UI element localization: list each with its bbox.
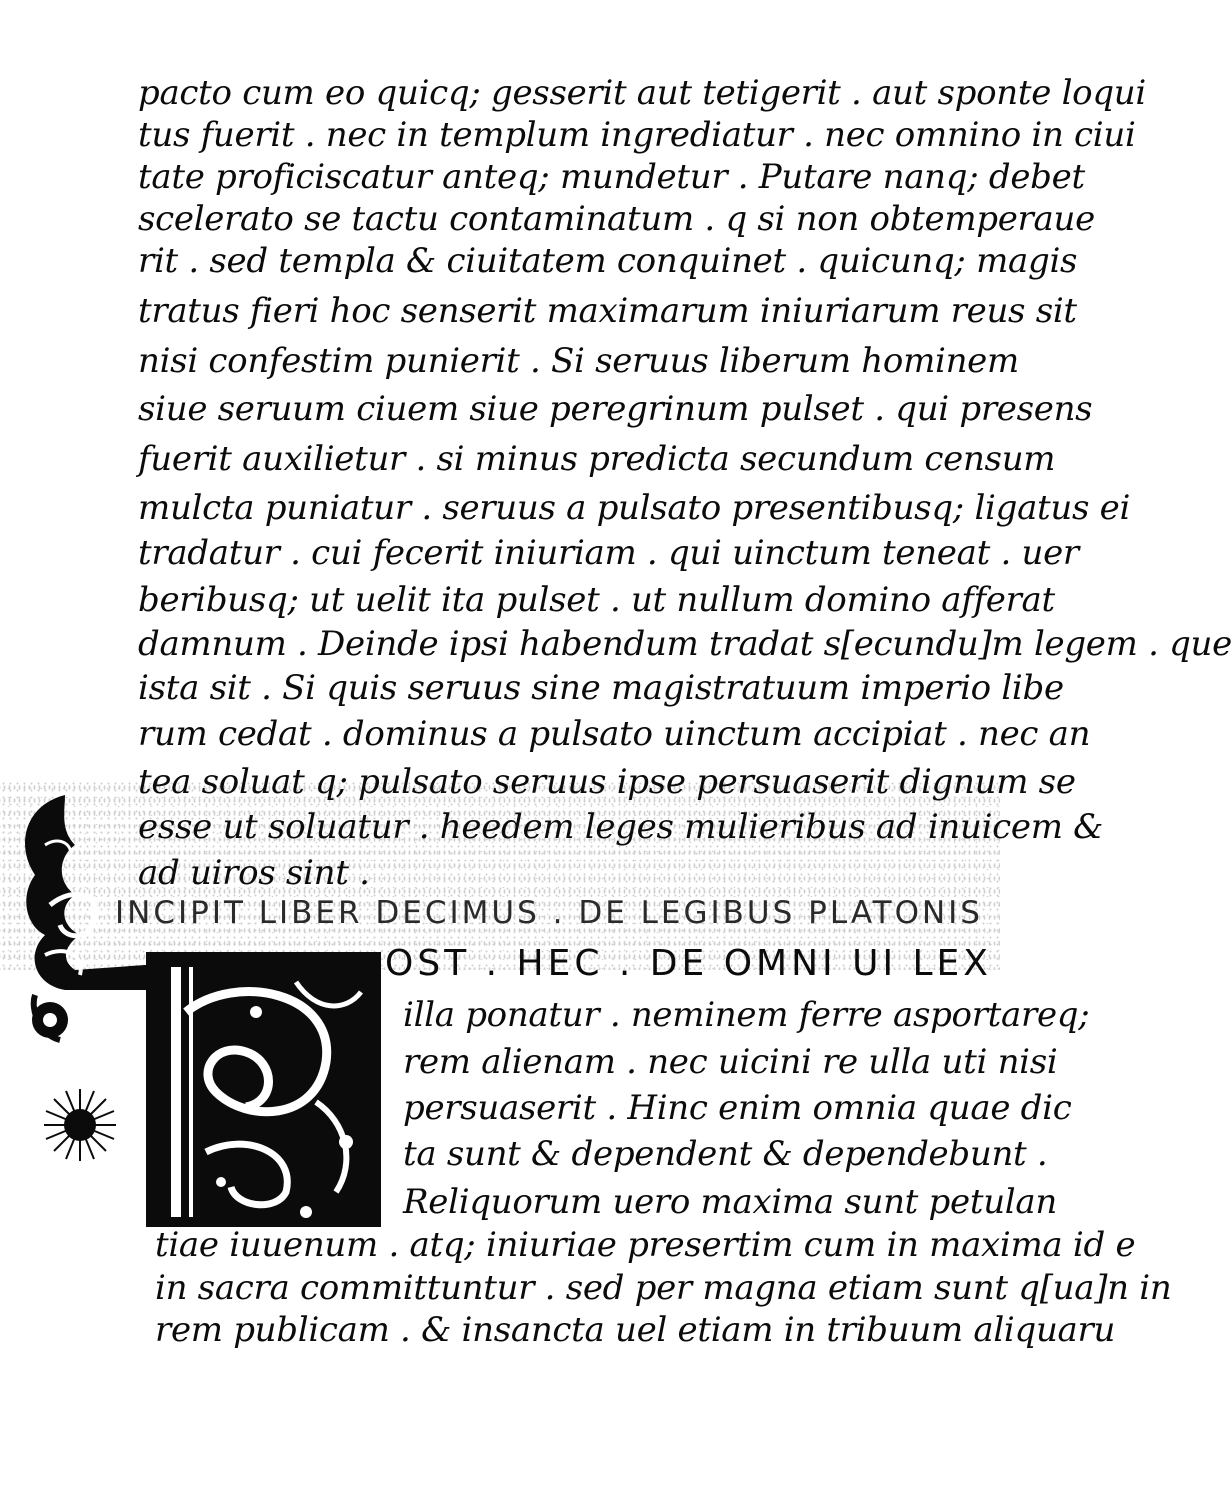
text-line: tate proficiscatur anteq; mundetur . Putare nanq; debet — [138, 157, 1085, 197]
text-line: tiae iuuenum . atq; iniuriae presertim cum in maxima id e — [155, 1225, 1136, 1265]
text-line: tus fuerit . nec in templum ingrediatur . nec omnino in ciui — [138, 115, 1136, 155]
decorated-initial-p — [146, 952, 381, 1227]
text-line: siue seruum ciuem siue peregrinum pulset . qui presens — [138, 389, 1093, 429]
text-line: persuaserit . Hinc enim omnia quae dic — [403, 1088, 1072, 1128]
book-rubric: INCIPIT LIBER DECIMUS . DE LEGIBUS PLATONIS — [115, 895, 983, 931]
text-line: ad uiros sint . — [138, 853, 370, 893]
text-line: ista sit . Si quis seruus sine magistratuum imperio libe — [138, 668, 1064, 708]
interlace-initial-icon — [146, 952, 381, 1227]
text-line: scelerato se tactu contaminatum . q si non obtemperaue — [138, 199, 1095, 239]
text-line: rum cedat . dominus a pulsato uinctum accipiat . nec an — [138, 714, 1091, 754]
text-line: tratus fieri hoc senserit maximarum iniuriarum reus sit — [138, 291, 1077, 331]
text-line: Reliquorum uero maxima sunt petulan — [403, 1182, 1057, 1222]
book-rubric-continuation: OST . HEC . DE OMNI UI LEX — [385, 943, 992, 984]
text-line: mulcta puniatur . seruus a pulsato presentibusq; ligatus ei — [138, 488, 1131, 528]
sunburst-icon — [40, 1085, 120, 1165]
text-line: tradatur . cui fecerit iniuriam . qui uinctum teneat . uer — [138, 533, 1079, 573]
text-line: rit . sed templa & ciuitatem conquinet . quicunq; magis — [138, 241, 1078, 281]
text-line: rem alienam . nec uicini re ulla uti nisi — [403, 1042, 1058, 1082]
text-line: fuerit auxilietur . si minus predicta secundum censum — [138, 439, 1056, 479]
text-line: pacto cum eo quicq; gesserit aut tetigerit . aut sponte loqui — [138, 73, 1146, 113]
text-line: tea soluat q; pulsato seruus ipse persuaserit dignum se — [138, 762, 1076, 802]
text-line: nisi confestim punierit . Si seruus liberum hominem — [138, 341, 1019, 381]
text-line: in sacra committuntur . sed per magna etiam sunt q[ua]n in — [155, 1268, 1172, 1308]
text-line: rem publicam . & insancta uel etiam in tribuum aliquaru — [155, 1310, 1116, 1350]
text-line: damnum . Deinde ipsi habendum tradat s[ecundu]m legem . que — [138, 624, 1232, 664]
text-line: esse ut soluatur . heedem leges mulieribus ad inuicem & — [138, 807, 1104, 847]
text-line: ta sunt & dependent & dependebunt . — [403, 1134, 1048, 1174]
text-line: illa ponatur . neminem ferre asportareq; — [403, 995, 1090, 1035]
text-line: beribusq; ut uelit ita pulset . ut nullum domino afferat — [138, 580, 1055, 620]
